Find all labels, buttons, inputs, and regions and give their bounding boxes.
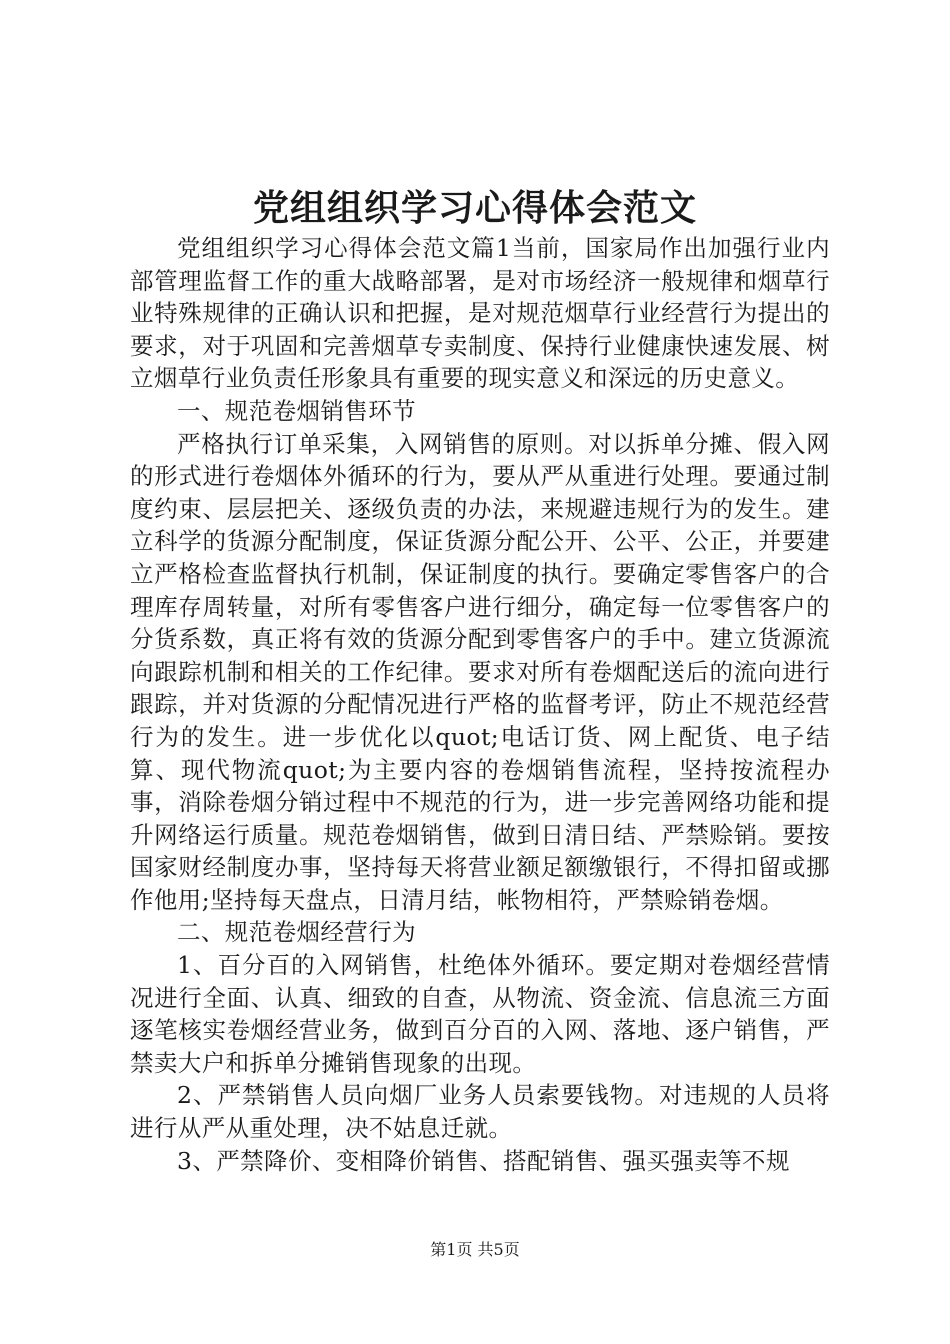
section-2-item-1: 1、百分百的入网销售，杜绝体外循环。要定期对卷烟经营情况进行全面、认真、细致的自查，从物流、资金流、信息流三方面逐笔核实卷烟经营业务，做到百分百的入网、落地、逐户销售，严禁卖大户和拆单分摊销售现象的出现。 — [130, 951, 830, 1077]
section-2-item-2: 2、严禁销售人员向烟厂业务人员索要钱物。对违规的人员将进行从严从重处理，决不姑息迁就。 — [130, 1081, 830, 1143]
document-title: 党组组织学习心得体会范文 — [252, 188, 697, 229]
document-body — [130, 232, 830, 1177]
section-heading-2: 二、规范卷烟经营行为 — [177, 918, 416, 947]
section-2-item-3: 3、严禁降价、变相降价销售、搭配销售、强买强卖等不规 — [177, 1146, 790, 1175]
intro-paragraph: 党组组织学习心得体会范文篇1当前，国家局作出加强行业内部管理监督工作的重大战略部署，是对市场经济一般规律和烟草行业特殊规律的正确认识和把握，是对规范烟草行业经营行为提出的要求，对于巩固和完善烟草专卖制度、保持行业健康快速发展、树立烟草行业负责任形象具有重要的现实意义和深远的历史意义。 — [130, 234, 830, 393]
section-heading-1: 一、规范卷烟销售环节 — [177, 396, 416, 425]
page-number-footer: 第1页 共5页 — [430, 1240, 520, 1259]
section-1-paragraph: 严格执行订单采集，入网销售的原则。对以拆单分摊、假入网的形式进行卷烟体外循环的行为，要从严从重进行处理。要通过制度约束、层层把关、逐级负责的办法，来规避违规行为的发生。建立科学的货源分配制度，保证货源分配公开、公平、公正，并要建立严格检查监督执行机制，保证制度的执行。要确定零售客户的合理库存周转量，对所有零售客户进行细分，确定每一位零售客户的分货系数，真正将有效的货源分配到零售客户的手中。建立货源流向跟踪机制和相关的工作纪律。要求对所有卷烟配送后的流向进行跟踪，并对货源的分配情况进行严格的监督考评，防止不规范经营行为的发生。进一步优化以quot;电话订货、网上配货、电子结算、现代物流quot;为主要内容的卷烟销售流程，坚持按流程办事，消除卷烟分销过程中不规范的行为，进一步完善网络功能和提升网络运行质量。规范卷烟销售，做到日清日结、严禁赊销。要按国家财经制度办事，坚持每天将营业额足额缴银行，不得扣留或挪作他用;坚持每天盘点，日清月结，帐物相符，严禁赊销卷烟。 — [130, 429, 830, 914]
